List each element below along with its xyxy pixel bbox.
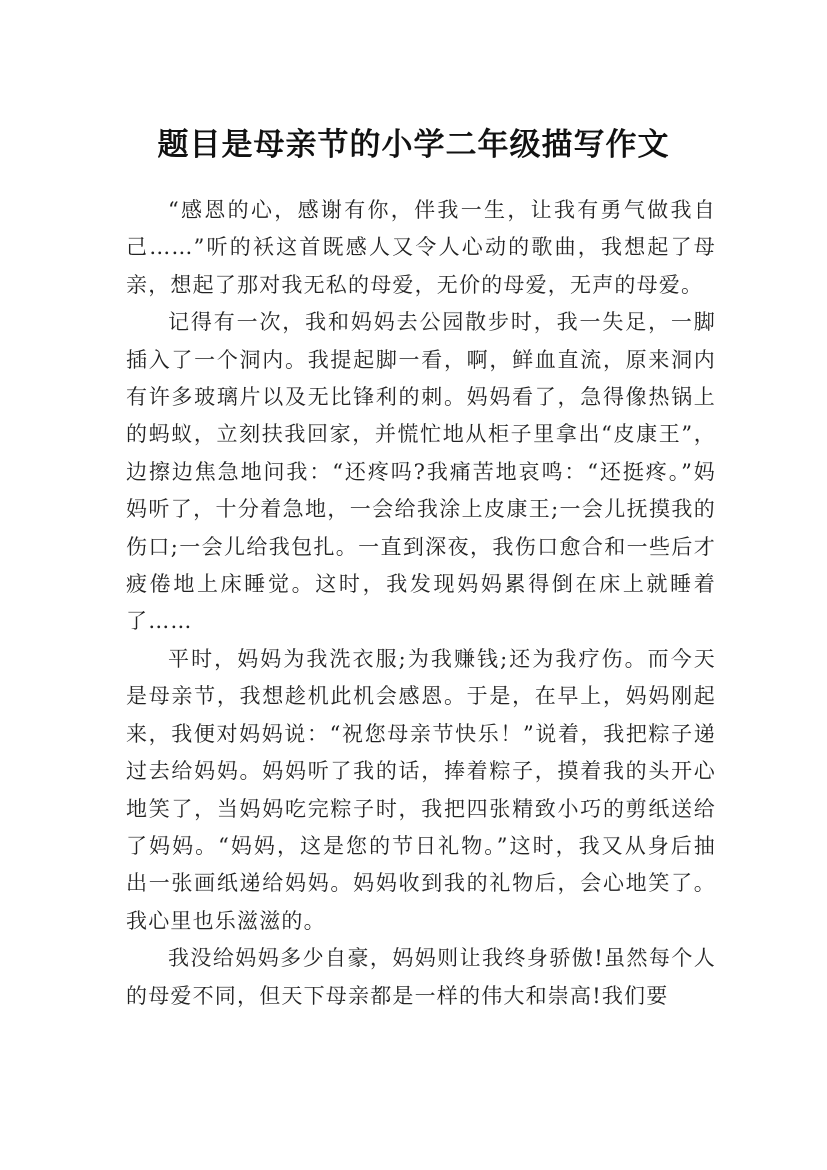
document-title: 题目是母亲节的小学二年级描写作文 <box>157 126 670 163</box>
paragraph-1: “感恩的心，感谢有你，伴我一生，让我有勇气做我自己……”听的袄这首既感人又令人心动的歌曲，我想起了母亲，想起了那对我无私的母爱，无价的母爱，无声的母爱。 <box>126 198 716 297</box>
document-body <box>126 192 716 1015</box>
paragraph-3: 平时，妈妈为我洗衣服;为我赚钱;还为我疗伤。而今天是母亲节，我想趁机此机会感恩。于是，在早上，妈妈刚起来，我便对妈妈说：“祝您母亲节快乐！”说着，我把粽子递过去给妈妈。妈妈听了我的话，捧着粽子，摸着我的头开心地笑了，当妈妈吃完粽子时，我把四张精致小巧的剪纸送给了妈妈。“妈妈，这是您的节日礼物。”这时，我又从身后抽出一张画纸递给妈妈。妈妈收到我的礼物后，会心地笑了。我心里也乐滋滋的。 <box>126 646 716 933</box>
paragraph-4: 我没给妈妈多少自豪，妈妈则让我终身骄傲!虽然每个人的母爱不同，但天下母亲都是一样的伟大和崇高!我们要 <box>126 946 716 1008</box>
paragraph-2: 记得有一次，我和妈妈去公园散步时，我一失足，一脚插入了一个洞内。我提起脚一看，啊，鲜血直流，原来洞内有许多玻璃片以及无比锋利的刺。妈妈看了，急得像热锅上的蚂蚁，立刻扶我回家，并慌忙地从柜子里拿出“皮康王”，边擦边焦急地问我：“还疼吗?我痛苦地哀鸣：“还挺疼。”妈妈听了，十分着急地，一会给我涂上皮康王;一会儿抚摸我的伤口;一会儿给我包扎。一直到深夜，我伤口愈合和一些后才疲倦地上床睡觉。这时，我发现妈妈累得倒在床上就睡着了…… <box>126 310 716 634</box>
